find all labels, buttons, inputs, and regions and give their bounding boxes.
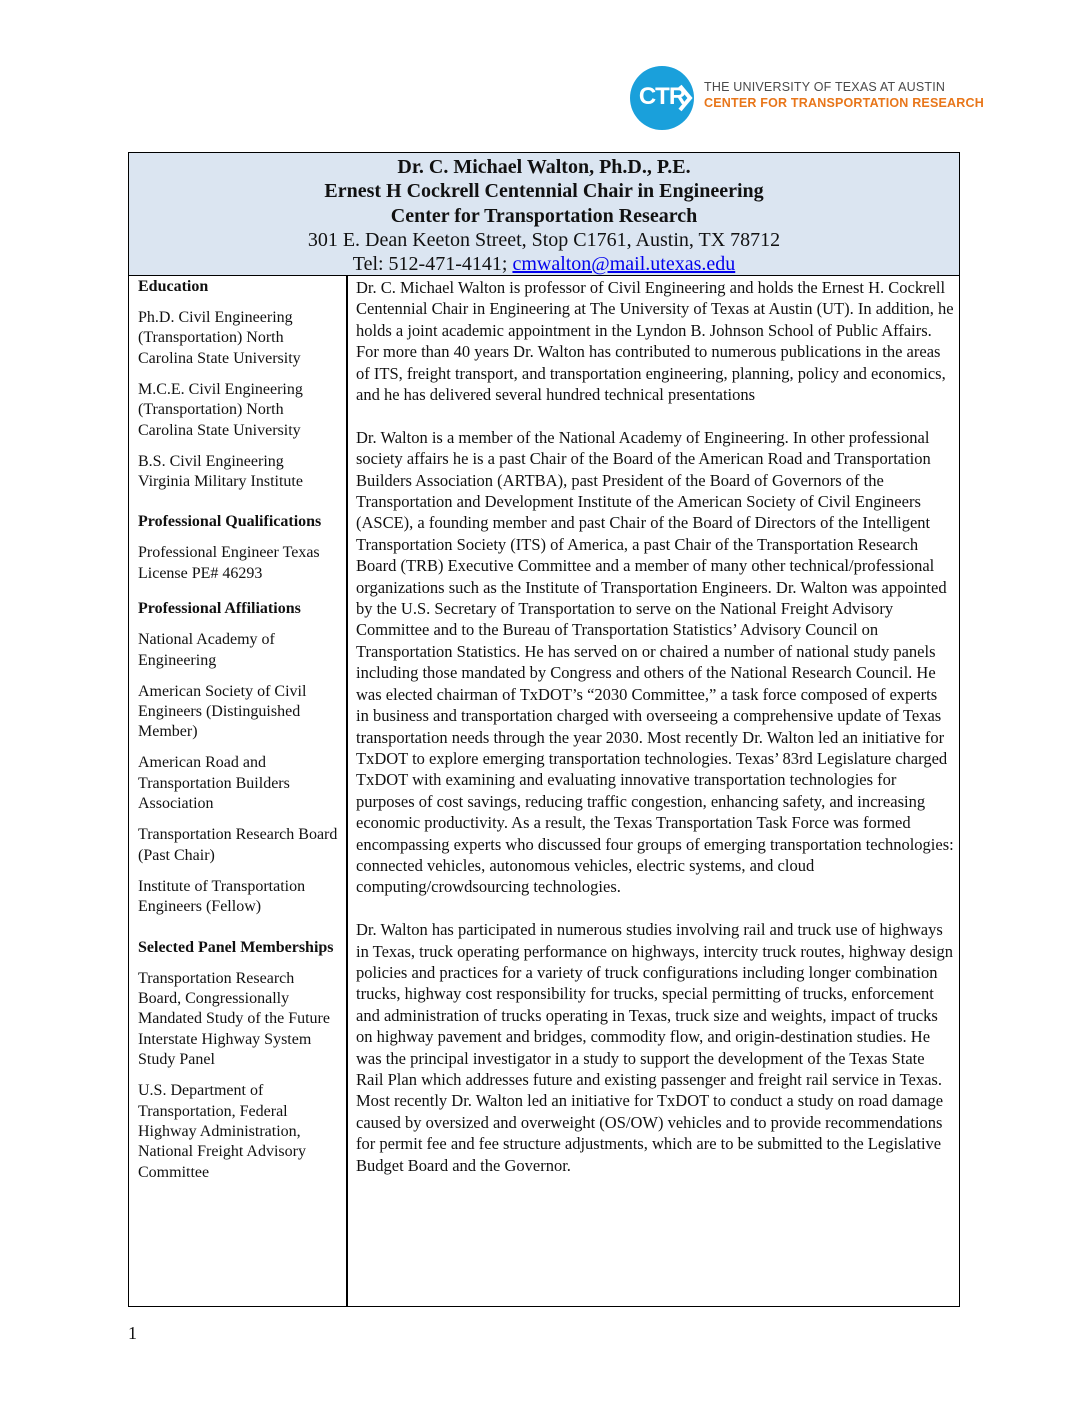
person-name: Dr. C. Michael Walton, Ph.D., P.E. — [397, 156, 691, 178]
ctr-logo-mark — [630, 66, 694, 130]
affiliation-item: National Academy of Engineering — [138, 631, 275, 669]
bio-text — [356, 277, 954, 1197]
logo-mark-text: CTR — [638, 83, 686, 110]
affiliation-item: American Road and Transportation Builders Association — [138, 754, 290, 813]
email-link[interactable]: cmwalton@mail.utexas.edu — [512, 253, 736, 276]
sidebar — [138, 277, 338, 1194]
affiliation-item: American Society of Civil Engineers (Distinguished Member) — [138, 682, 307, 741]
education-item: Ph.D. Civil Engineering (Transportation) North Carolina State University — [138, 309, 301, 367]
affiliation-item: Institute of Transportation Engineers (Fellow) — [138, 877, 306, 916]
phone: Tel: 512-471-4141; — [352, 253, 513, 276]
panels-heading: Selected Panel Memberships — [138, 938, 334, 956]
qualification-item: Professional Engineer Texas License PE# 46293 — [138, 544, 320, 582]
contact-line — [129, 252, 959, 276]
bio-paragraph: Dr. Walton is a member of the National Academy of Engineering. In other professional society affairs he is a past Chair of the Board of the American Road and Transportation Builders Association (ARTBA), past President of the Board of Governors of the Transportation and Development Institute of the American Society of Civil Engineers (ASCE), a founding member and past Chair of the Board of Directors of the Intelligent Transportation Society (ITS) of America, a past Chair of the Transportation Research Board (TRB) Executive Committee and a member of many other technical/professional organizations such as the Institute of Transportation Engineers. Dr. Walton was appointed by the U.S. Secretary of Transportation to serve on the National Freight Advisory Committee and to the Bureau of Transportation Statistics’ Advisory Council on Transportation Statistics. He has served on or chaired a number of national study panels including those mandated by Congress and others of the National Research Council. He was elected chairman of TxDOT’s “2030 Committee,” a task force composed of experts in business and transportation charged with overseeing a comprehensive update of Texas transportation needs through the year 2030. Most recently Dr. Walton led an initiative for TxDOT to explore emerging transportation technologies. Texas’ 83rd Legislature charged TxDOT with examining and evaluating innovative transportation technologies for purposes of cost savings, reducing traffic congestion, enhancing safety, and increasing economic productivity. As a result, the Texas Transportation Task Force was formed encompassing experts who discussed four groups of emerging transportation technologies: connected vehicles, autonomous vehicles, electric systems, and cloud computing/crowdsourcing technologies. — [356, 427, 954, 897]
education-heading: Education — [138, 278, 209, 295]
ctr-logo — [630, 66, 984, 130]
qualifications-heading: Professional Qualifications — [138, 513, 322, 531]
bio-card — [128, 152, 960, 1307]
affiliation-item: Transportation Research Board (Past Chair) — [138, 826, 338, 864]
panel-item: Transportation Research Board, Congressionally Mandated Study of the Future Interstate Highway System Study Panel — [138, 969, 330, 1069]
bio-paragraph: Dr. Walton has participated in numerous studies involving rail and truck use of highways in Texas, truck operating performance on highways, intercity truck routes, highway design policies and practices for a variety of truck configurations including longer combination trucks, highway cost responsibility for trucks, special permitting of trucks, enforcement and administration of trucks operating in Texas, truck size and weights, impact of trucks on highway pavement and bridges, commodity flow, and origin-destination studies. He was the principal investigator in a study to support the development of the Texas State Rail Plan which addresses future and existing passenger and freight rail service in Texas. Most recently Dr. Walton led an initiative for TxDOT to conduct a study on road damage caused by oversized and overweight (OS/OW) vehicles and to provide recommendations for permit fee and fee structure adjustments, which are to be submitted to the Legislative Budget Board and the Governor. — [356, 920, 953, 1175]
panel-item: U.S. Department of Transportation, Federal Highway Administration, National Freight Advisory Committee — [138, 1082, 306, 1181]
logo-university: THE UNIVERSITY OF TEXAS AT AUSTIN — [704, 80, 946, 94]
affiliations-heading: Professional Affiliations — [138, 600, 301, 618]
page-number: 1 — [128, 1323, 137, 1343]
chair-title: Ernest H Cockrell Centennial Chair in Engineering — [324, 180, 764, 203]
education-item: B.S. Civil Engineering Virginia Military Institute — [138, 452, 303, 491]
column-divider — [346, 276, 348, 1306]
center-name: Center for Transportation Research — [390, 204, 698, 227]
education-item: M.C.E. Civil Engineering (Transportation) North Carolina State University — [138, 380, 303, 439]
bio-paragraph: Dr. C. Michael Walton is professor of Civil Engineering and holds the Ernest H. Cockrell Centennial Chair in Engineering at The University of Texas at Austin (UT). In addition, he holds a joint academic appointment in the Lyndon B. Johnson School of Public Affairs. For more than 40 years Dr. Walton has contributed to numerous publications in the areas of ITS, freight transport, and transportation engineering, planning, policy and economics, and he has delivered several hundred technical presentations — [356, 278, 954, 405]
bio-header — [129, 153, 959, 276]
address: 301 E. Dean Keeton Street, Stop C1761, Austin, TX 78712 — [307, 228, 781, 251]
logo-center: CENTER FOR TRANSPORTATION RESEARCH — [704, 96, 984, 110]
